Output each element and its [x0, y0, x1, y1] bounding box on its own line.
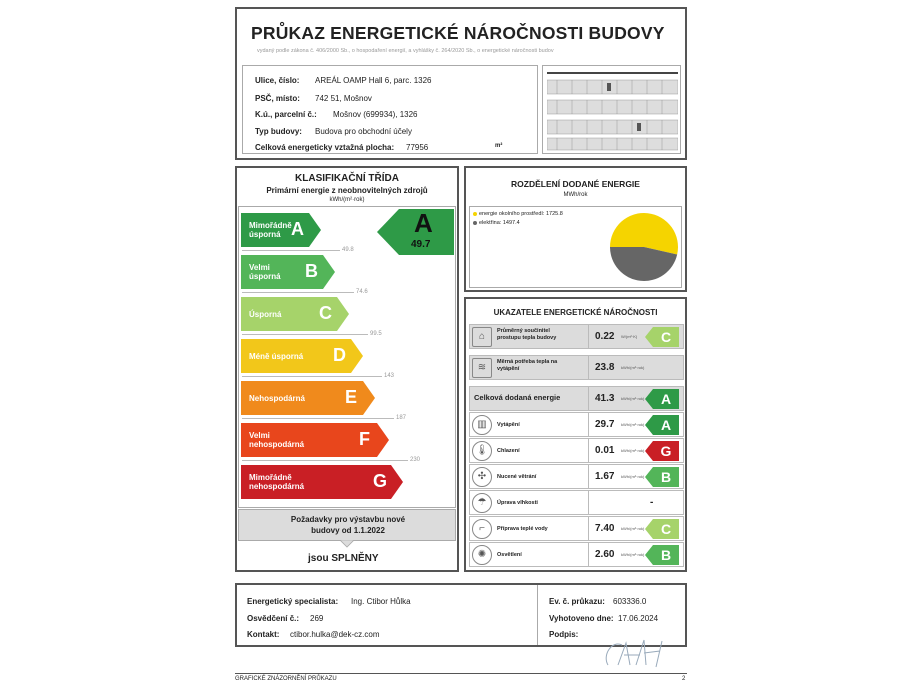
issued-date: 17.06.2024 [618, 614, 659, 623]
type-value: Budova pro obchodní účely [315, 127, 412, 136]
class-arrow-tip [363, 381, 375, 415]
class-g-arrow [241, 465, 391, 499]
fan-icon: ✣ [472, 467, 492, 487]
class-letter: D [333, 345, 346, 365]
psc-value: 742 51, Mošnov [315, 94, 372, 103]
class-threshold: 143 [384, 373, 395, 379]
certificate-label: Osvědčení č.: [247, 614, 300, 623]
indicator-row [469, 355, 684, 380]
class-letter: A [291, 219, 304, 239]
indicator-grade-badge: C [653, 327, 679, 347]
building-drawing-image [547, 70, 678, 151]
indicator-label: Měrná potřeba tepla na vytápění [497, 359, 558, 372]
class-arrow-tip [337, 297, 349, 331]
result-letter: A [414, 208, 433, 238]
class-arrow-tip [351, 339, 363, 373]
threshold-line [242, 418, 394, 419]
indicator-label: Vytápění [497, 422, 520, 428]
indicator-divider [588, 491, 589, 514]
bulb-icon: ✺ [472, 545, 492, 565]
class-letter: E [345, 387, 358, 407]
page-number: 2 [682, 676, 686, 682]
area-value: 77956 [406, 143, 429, 152]
class-letter: F [359, 429, 370, 449]
specialist-name: Ing. Ctibor Hůlka [351, 597, 411, 606]
indicator-value: 2.60 [595, 549, 615, 560]
legend-label: energie okolního prostředí: 1725.8 [479, 211, 563, 217]
indicator-value: 29.7 [595, 419, 615, 430]
threshold-line [242, 250, 340, 251]
class-label: Mimořádně úsporná [249, 221, 292, 239]
indicator-unit: kWh/(m²·rok) [621, 396, 645, 401]
class-arrow-tip [323, 255, 335, 289]
indicator-unit: kWh/(m²·rok) [621, 365, 645, 370]
grade-badge-tip [645, 415, 653, 435]
indicator-row [469, 386, 684, 411]
grade-badge-tip [645, 327, 653, 347]
class-letter: G [373, 471, 388, 491]
indicator-grade-badge: C [653, 519, 679, 539]
indicator-divider [588, 517, 589, 540]
indicator-value: 41.3 [595, 393, 615, 404]
indicator-value: 1.67 [595, 471, 615, 482]
indicator-grade-badge: A [653, 389, 679, 409]
grade-badge-tip [645, 467, 653, 487]
threshold-line [242, 292, 354, 293]
distribution-panel [464, 166, 687, 292]
indicator-unit: kWh/(m²·rok) [621, 422, 645, 427]
indicator-label: Nucené větrání [497, 474, 537, 480]
specialist-label: Energetický specialista: [247, 597, 339, 606]
result-value: 49.7 [411, 239, 431, 250]
indicator-value: 23.8 [595, 362, 615, 373]
class-d-arrow [241, 339, 351, 373]
class-c-arrow [241, 297, 337, 331]
class-label: Nehospodárná [249, 393, 306, 403]
distribution-chart [469, 206, 682, 288]
radiator-icon: ▥ [472, 415, 492, 435]
indicator-unit: W/(m²·K) [621, 334, 638, 339]
footer-divider [537, 585, 538, 645]
document-subtitle: vydaný podle zákona č. 406/2000 Sb., o hospodaření energií, a vyhlášky č. 264/2020 Sb., o energetické náročnosti budov [257, 48, 554, 54]
indicator-grade-badge: A [653, 415, 679, 435]
indicator-label: Úprava vlhkosti [497, 500, 538, 506]
area-unit: m² [495, 143, 503, 149]
requirements-box [238, 509, 456, 541]
heat-icon: ≋ [472, 358, 492, 378]
issued-label: Vyhotoveno dne: [549, 614, 614, 623]
indicator-unit: kWh/(m²·rok) [621, 474, 645, 479]
result-indicator [377, 209, 454, 255]
class-arrow-tip [309, 213, 321, 247]
indicator-label: Osvětlení [497, 552, 522, 558]
type-label: Typ budovy: [255, 127, 302, 136]
class-threshold: 99.5 [370, 331, 382, 337]
signature-label: Podpis: [549, 630, 579, 639]
building-photo [542, 65, 681, 154]
humidity-icon: ☂ [472, 493, 492, 513]
certificate-number: 269 [310, 614, 324, 623]
area-label: Celková energeticky vztažná plocha: [255, 143, 395, 152]
indicator-row [469, 542, 684, 567]
indicator-divider [588, 387, 589, 410]
indicator-label: Chlazení [497, 448, 520, 454]
indicator-label: Průměrný součinitel prostupu tepla budovy [497, 328, 557, 341]
ku-label: K.ú., parcelní č.: [255, 110, 317, 119]
document-title: PRŮKAZ ENERGETICKÉ NÁROČNOSTI BUDOVY [251, 23, 665, 43]
class-threshold: 49.8 [342, 247, 354, 253]
legend-item [473, 211, 563, 217]
grade-badge-tip [645, 389, 653, 409]
page-footer-label: GRAFICKÉ ZNÁZORNĚNÍ PRŮKAZU [235, 676, 337, 682]
street-value: AREÁL OAMP Hall 6, parc. 1326 [315, 76, 432, 85]
indicator-divider [588, 543, 589, 566]
indicator-divider [588, 356, 589, 379]
grade-badge-tip [645, 545, 653, 565]
legend-swatch [473, 212, 477, 216]
street-label: Ulice, číslo: [255, 76, 300, 85]
contact-label: Kontakt: [247, 630, 280, 639]
indicator-row [469, 464, 684, 489]
indicator-row [469, 516, 684, 541]
class-f-arrow [241, 423, 377, 457]
contact-email: ctibor.hulka@dek-cz.com [290, 630, 380, 639]
indicator-value: 0.01 [595, 445, 615, 456]
class-arrow-tip [377, 423, 389, 457]
legend-item [473, 220, 563, 226]
indicator-value: 0.22 [595, 331, 615, 342]
class-threshold: 230 [410, 457, 421, 463]
psc-label: PSČ, místo: [255, 94, 300, 103]
classification-subtitle: Primární energie z neobnovitelných zdrojů [266, 186, 428, 195]
indicator-unit: kWh/(m²·rok) [621, 526, 645, 531]
indicator-label: Celková dodaná energie [474, 393, 561, 402]
distribution-unit: MWh/rok [563, 192, 588, 198]
indicator-divider [588, 465, 589, 488]
indicator-row [469, 412, 684, 437]
indicator-row [469, 324, 684, 349]
indicator-divider [588, 413, 589, 436]
indicator-value: - [650, 497, 654, 508]
indicator-unit: kWh/(m²·rok) [621, 448, 645, 453]
ev-number: 603336.0 [613, 597, 647, 606]
indicator-divider [588, 439, 589, 462]
class-label: Méně úsporná [249, 351, 304, 361]
class-label: Úsporná [249, 309, 282, 319]
classification-unit: kWh/(m²·rok) [329, 197, 365, 203]
grade-badge-tip [645, 441, 653, 461]
header-panel [235, 7, 687, 160]
distribution-legend [473, 211, 563, 229]
threshold-line [242, 376, 382, 377]
class-arrow-tip [391, 465, 403, 499]
class-label: Velmi nehospodárná [249, 431, 305, 449]
indicator-grade-badge: B [653, 545, 679, 565]
distribution-pie-chart [608, 211, 680, 283]
indicator-grade-badge: G [653, 441, 679, 461]
grade-badge-tip [645, 519, 653, 539]
indicators-title: UKAZATELE ENERGETICKÉ NÁROČNOSTI [493, 308, 658, 317]
ev-label: Ev. č. průkazu: [549, 597, 605, 606]
building-info [242, 65, 538, 154]
class-threshold: 74.6 [356, 289, 368, 295]
class-threshold: 187 [396, 415, 407, 421]
requirements-status: jsou SPLNĚNY [308, 553, 379, 564]
class-e-arrow [241, 381, 363, 415]
indicator-grade-badge: B [653, 467, 679, 487]
threshold-line [242, 334, 368, 335]
ku-value: Mošnov (699934), 1326 [333, 110, 418, 119]
requirements-pointer [340, 540, 354, 548]
thermometer-icon: 🌡 [472, 441, 492, 461]
tap-icon: ⌐ [472, 519, 492, 539]
indicator-unit: kWh/(m²·rok) [621, 552, 645, 557]
indicator-divider [588, 325, 589, 348]
requirements-title: Požadavky pro výstavbu nové budovy od 1.1.2022 [290, 515, 406, 535]
class-a-arrow [241, 213, 309, 247]
classification-title: KLASIFIKAČNÍ TŘÍDA [295, 173, 399, 184]
distribution-title: ROZDĚLENÍ DODANÉ ENERGIE [511, 179, 640, 189]
class-label: Velmi úsporná [249, 263, 281, 281]
page-footer-rule [235, 673, 687, 674]
house-icon: ⌂ [472, 327, 492, 347]
legend-swatch [473, 221, 477, 225]
legend-label: elektřina: 1497.4 [479, 220, 520, 226]
signature-image [600, 635, 670, 675]
class-letter: C [319, 303, 332, 323]
indicator-row [469, 438, 684, 463]
threshold-line [242, 460, 408, 461]
class-letter: B [305, 261, 318, 281]
indicator-label: Příprava teplé vody [497, 526, 548, 532]
class-label: Mimořádně nehospodárná [249, 473, 305, 491]
indicator-value: 7.40 [595, 523, 615, 534]
indicator-row [469, 490, 684, 515]
class-b-arrow [241, 255, 323, 289]
